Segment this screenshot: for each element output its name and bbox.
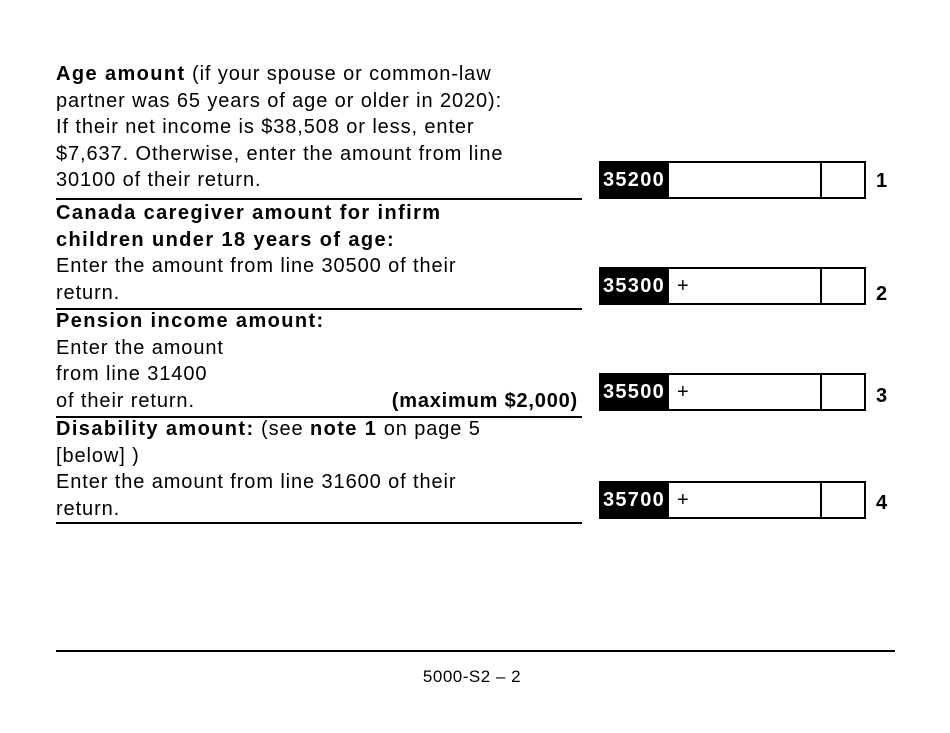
cents-input[interactable] — [822, 375, 864, 409]
text: return. — [56, 497, 121, 520]
text: (see — [254, 418, 310, 440]
field-35200 — [599, 161, 866, 199]
dollars-input[interactable] — [669, 269, 822, 303]
footer-rule — [56, 650, 895, 652]
field-35500 — [599, 373, 866, 411]
heading: children under 18 years of age: — [56, 228, 396, 251]
text: 30100 of their return. — [56, 169, 262, 191]
text: If their net income is $38,508 or less, enter — [56, 116, 475, 138]
sign: + — [677, 380, 689, 403]
text: Enter the amount from line 30500 of their — [56, 255, 457, 277]
heading: Canada caregiver amount for infirm — [56, 202, 442, 224]
page-footer: 5000-S2 – 2 — [422, 667, 522, 686]
line-code: 35300 — [599, 267, 669, 305]
text: return. — [56, 281, 121, 304]
line-number: 2 — [876, 283, 888, 305]
text: partner was 65 years of age or older in 2020): — [56, 89, 503, 112]
text: [below] ) — [56, 444, 140, 467]
text: $7,637. Otherwise, enter the amount from line — [56, 142, 504, 165]
cents-input[interactable] — [822, 269, 864, 303]
pension-section — [56, 308, 582, 418]
line-code: 35200 — [599, 161, 669, 199]
cents-input[interactable] — [822, 163, 864, 197]
text: Enter the amount — [56, 336, 224, 359]
line-number: 1 — [876, 170, 888, 192]
text: Enter the amount from line 31600 of their — [56, 471, 457, 493]
text: from line 31400 — [56, 363, 208, 385]
sign: + — [677, 488, 689, 511]
text: (if your spouse or common-law — [185, 63, 492, 85]
cents-input[interactable] — [822, 483, 864, 517]
heading: Age amount — [56, 63, 186, 85]
sign: + — [677, 274, 689, 297]
dollars-input[interactable] — [669, 163, 822, 197]
heading: Disability amount: — [56, 418, 255, 440]
caregiver-section — [56, 200, 582, 310]
line-code: 35500 — [599, 373, 669, 411]
age-amount-section — [56, 61, 582, 200]
field-35700 — [599, 481, 866, 519]
note-ref: note 1 — [309, 418, 378, 440]
text: of their return. — [56, 389, 195, 412]
heading: Pension income amount: — [56, 310, 325, 332]
maximum-note: (maximum $2,000) — [391, 389, 578, 412]
dollars-input[interactable] — [669, 375, 822, 409]
disability-section — [56, 416, 582, 524]
line-code: 35700 — [599, 481, 669, 519]
field-35300 — [599, 267, 866, 305]
line-number: 3 — [876, 385, 888, 407]
text: on page 5 — [377, 418, 481, 440]
line-number: 4 — [876, 492, 888, 514]
dollars-input[interactable] — [669, 483, 822, 517]
